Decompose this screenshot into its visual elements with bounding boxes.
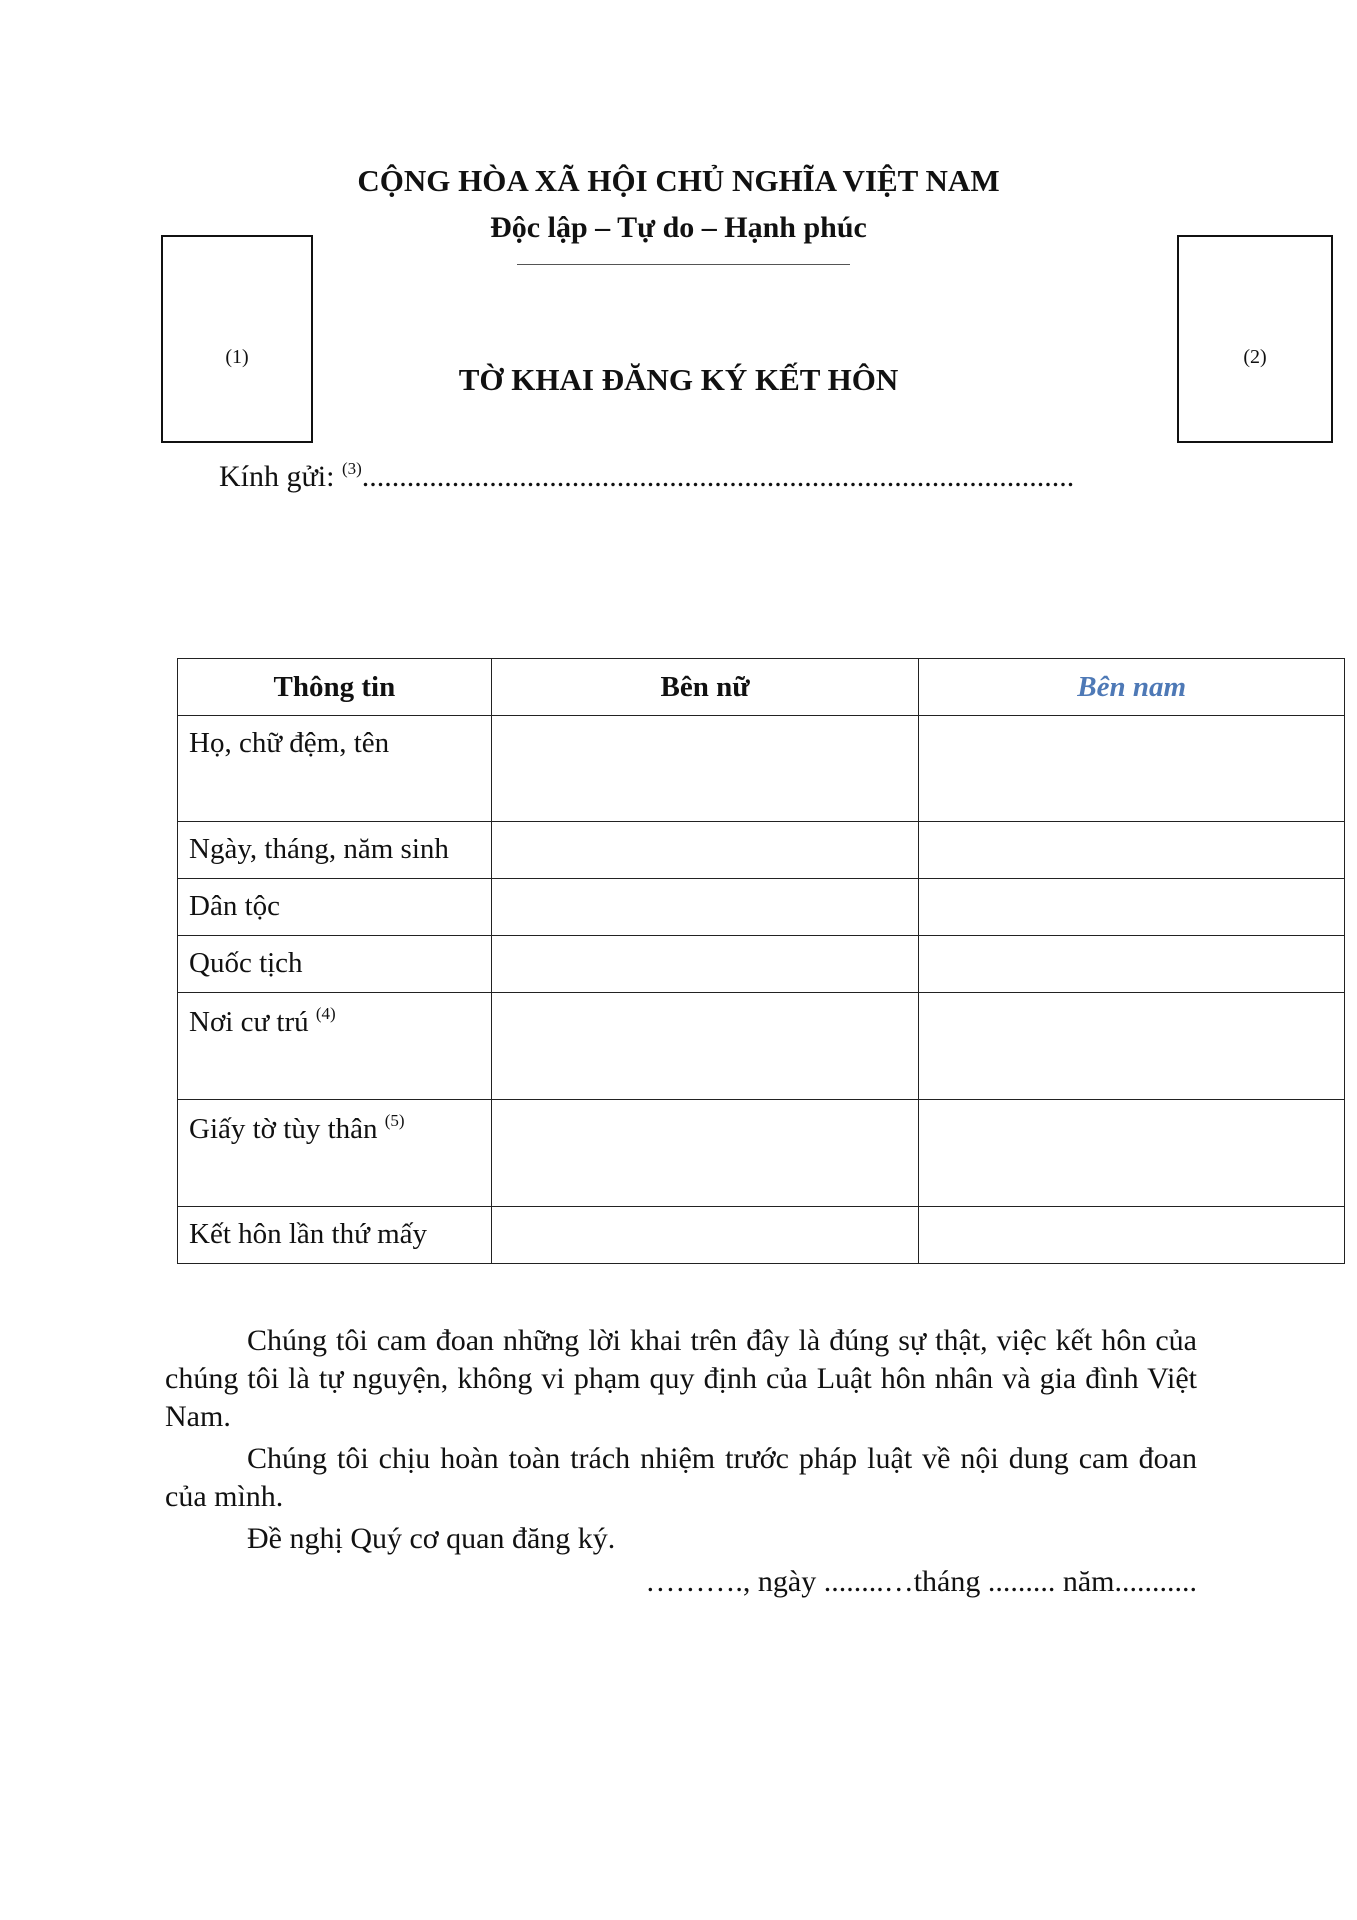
row-label: Giấy tờ tùy thân $^{(5)}$ <box>178 1100 492 1207</box>
table-row <box>178 993 1345 1100</box>
recipient-label: Kính gửi: <box>219 460 335 493</box>
male-cell[interactable] <box>919 822 1345 879</box>
male-cell[interactable] <box>919 1100 1345 1207</box>
declaration-paragraph-1: Chúng tôi cam đoan những lời khai trên đây là đúng sự thật, việc kết hôn của chúng tôi là tự nguyện, không vi phạm quy định của Luật hôn nhân và gia đình Việt Nam. <box>165 1324 1197 1433</box>
date-line: ………., ngày ........…tháng ......... năm........... <box>645 1565 1197 1598</box>
male-cell[interactable] <box>919 1207 1345 1264</box>
declaration-paragraph-3: Đề nghị Quý cơ quan đăng ký. <box>247 1522 616 1555</box>
female-cell[interactable] <box>491 1100 919 1207</box>
male-cell[interactable] <box>919 936 1345 993</box>
recipient-line <box>219 459 1074 494</box>
row-label: Dân tộc <box>178 879 492 936</box>
info-table <box>177 658 1345 1264</box>
female-cell[interactable] <box>491 716 919 822</box>
photo-box-right-label: (2) <box>1243 345 1267 368</box>
recipient-dots: ............................................................................................... <box>361 460 1075 493</box>
table-row <box>178 716 1345 822</box>
header-divider <box>517 264 850 265</box>
table-row <box>178 1100 1345 1207</box>
table-row <box>178 1207 1345 1264</box>
male-cell[interactable] <box>919 716 1345 822</box>
form-title: TỜ KHAI ĐĂNG KÝ KẾT HÔN <box>458 362 899 397</box>
table-header-row <box>178 659 1345 716</box>
photo-box-right <box>1177 235 1333 443</box>
female-cell[interactable] <box>491 936 919 993</box>
header-female: Bên nữ <box>491 659 919 716</box>
row-note: (5) <box>384 1111 405 1130</box>
photo-box-left <box>161 235 313 443</box>
header-info: Thông tin <box>178 659 492 716</box>
male-cell[interactable] <box>919 879 1345 936</box>
female-cell[interactable] <box>491 879 919 936</box>
declaration-paragraph-2: Chúng tôi chịu hoàn toàn trách nhiệm trước pháp luật về nội dung cam đoan của mình. <box>165 1442 1197 1513</box>
row-label: Ngày, tháng, năm sinh <box>178 822 492 879</box>
nation-title: CỘNG HÒA XÃ HỘI CHỦ NGHĨA VIỆT NAM <box>357 163 1000 198</box>
row-label: Kết hôn lần thứ mấy <box>178 1207 492 1264</box>
row-note: (4) <box>315 1004 336 1023</box>
photo-box-left-label: (1) <box>225 345 249 368</box>
motto: Độc lập – Tự do – Hạnh phúc <box>490 211 867 244</box>
table-row <box>178 822 1345 879</box>
female-cell[interactable] <box>491 1207 919 1264</box>
row-label: Nơi cư trú $^{(4)}$ <box>178 993 492 1100</box>
male-cell[interactable] <box>919 993 1345 1100</box>
row-label: Họ, chữ đệm, tên <box>178 716 492 822</box>
female-cell[interactable] <box>491 822 919 879</box>
header-male: Bên nam <box>919 659 1345 716</box>
table-row <box>178 936 1345 993</box>
female-cell[interactable] <box>491 993 919 1100</box>
recipient-note: (3) <box>341 459 362 478</box>
table-row <box>178 879 1345 936</box>
row-label: Quốc tịch <box>178 936 492 993</box>
